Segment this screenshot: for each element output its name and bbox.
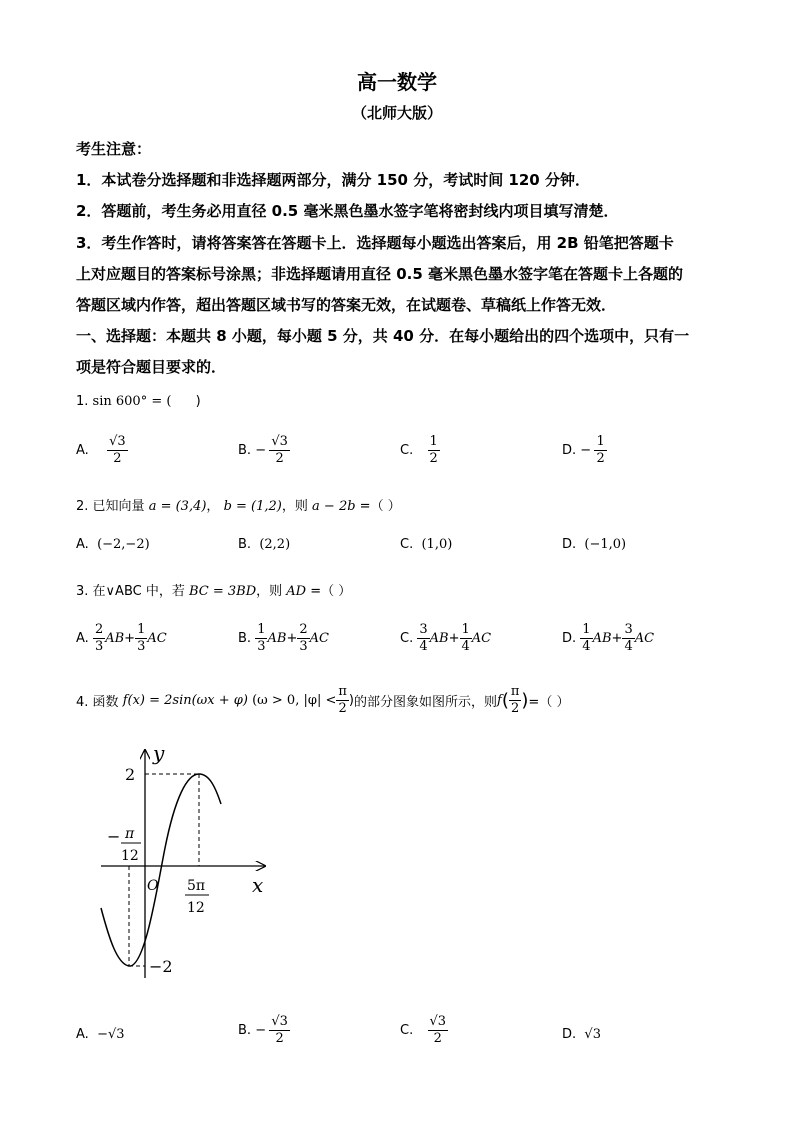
option-fraction: $\frac{1}{2}$: [596, 434, 605, 466]
option-label: B.: [238, 443, 252, 458]
coef-1: $\frac{1}{3}$: [257, 622, 266, 654]
option-label: D.: [562, 443, 577, 458]
question-4-stem: 4. 函数 f(x) = 2sin(ωx + φ) (ω > 0, |φ| < $\frac{\pi}{2}$ )的部分图象如图所示，则f( $\frac{\pi}{2}$ )=（ ）: [76, 684, 570, 716]
coef-2: $\frac{2}{3}$: [299, 622, 308, 654]
vector-1: AB: [592, 631, 612, 646]
sine-curve: [101, 774, 221, 966]
option-label: B.: [238, 1023, 252, 1038]
q2-option-c[interactable]: [400, 537, 452, 552]
notice-heading: 考生注意：: [76, 140, 152, 158]
option-label: A.: [76, 1027, 89, 1042]
vector-2: AC: [147, 631, 167, 646]
q4-option-a[interactable]: [76, 1027, 125, 1042]
question-4-prefix: 4. 函数: [76, 695, 119, 710]
vector-a-expr: a = (3,4): [148, 499, 207, 514]
q4-option-c[interactable]: [400, 1014, 448, 1047]
section-heading-cont: 项是符合题目要求的．: [76, 358, 227, 376]
notice-item-3-cont2: 答题区域内作答，超出答题区域书写的答案无效，在试题卷、草稿纸上作答无效．: [76, 296, 617, 314]
question-3-prefix: 3. 在∨ABC 中，若: [76, 584, 185, 599]
option-label: A.: [76, 537, 89, 552]
question-2-tail: =（ ）: [355, 499, 401, 514]
option-label: B.: [238, 631, 252, 646]
condition-expr: (ω > 0, |φ| <: [252, 693, 337, 708]
page-title: 高一数学: [357, 70, 437, 94]
notice-item-3-cont: 上对应题目的答案标号涂黑；非选择题请用直径 0.5 毫米黑色墨水签字笔在答题卡上各题的: [76, 265, 684, 283]
option-fraction: $\frac{√3}{2}$: [271, 434, 288, 466]
coef-2: $\frac{1}{3}$: [137, 622, 146, 654]
q3-option-b[interactable]: B. $\frac{1}{3}$ AB+ $\frac{2}{3}$ AC: [238, 622, 329, 654]
notice-item-1: 1．本试卷分选择题和非选择题两部分，满分 150 分，考试时间 120 分钟．: [76, 171, 590, 189]
vector-2: AC: [471, 631, 492, 646]
option-value: √3: [584, 1027, 601, 1042]
question-2-prefix: 2. 已知向量: [76, 499, 145, 514]
condition-close: ): [348, 693, 354, 708]
vector-ad-expr: AD: [286, 584, 307, 599]
question-3-tail: =（ ）: [306, 584, 352, 599]
option-value: (−1,0): [584, 537, 627, 552]
question-2-mid: ，则: [281, 499, 308, 514]
question-3-mid: ，则: [256, 584, 283, 599]
option-fraction: $\frac{√3}{2}$: [429, 1014, 447, 1046]
vector-2: AC: [634, 631, 655, 646]
function-expr: f(x) = 2sin(ωx + φ): [122, 693, 248, 708]
condition-fraction: $\frac{\pi}{2}$: [338, 684, 347, 716]
function-graph: [95, 738, 285, 988]
x-neg-den: 12: [121, 848, 139, 864]
option-sign: −: [255, 1023, 267, 1038]
option-value: (−2,−2): [97, 537, 150, 552]
q2-option-b[interactable]: [238, 537, 290, 552]
coef-2: $\frac{1}{4}$: [461, 622, 470, 654]
question-4-mid: 的部分图象如图所示，则: [353, 695, 497, 710]
question-3-stem: [76, 580, 351, 599]
vector-relation-expr: BC = 3BD: [188, 584, 257, 599]
y-min-label: −2: [149, 957, 173, 976]
x-neg-sign: −: [107, 827, 121, 846]
ask-function: f: [497, 693, 502, 708]
coef-1: $\frac{2}{3}$: [94, 622, 104, 654]
vector-1: AB: [267, 631, 287, 646]
x-pos-den: 12: [187, 900, 205, 916]
q2-option-d[interactable]: [562, 537, 626, 552]
vector-b-expr: b = (1,2): [223, 499, 282, 514]
option-sign: −: [255, 443, 267, 458]
question-1-stem: [76, 394, 201, 409]
q1-option-b[interactable]: [238, 434, 290, 467]
coef-1: $\frac{3}{4}$: [419, 622, 428, 654]
option-label: B.: [238, 537, 252, 552]
x-neg-num: π: [125, 826, 135, 842]
option-fraction: $\frac{√3}{2}$: [109, 434, 126, 466]
notice-item-3: 3．考生作答时，请将答案答在答题卡上．选择题每小题选出答案后，用 2B 铅笔把答题卡: [76, 234, 674, 252]
question-2-stem: [76, 495, 401, 514]
section-heading: 一、选择题：本题共 8 小题，每小题 5 分，共 40 分．在每小题给出的四个选项中，只有一: [76, 327, 690, 345]
vector-2: AC: [309, 631, 329, 646]
origin-label: O: [147, 878, 159, 894]
x-axis-label: x: [252, 873, 264, 897]
vector-1: AB: [105, 631, 125, 646]
q3-option-c[interactable]: C. $\frac{3}{4}$ AB+ $\frac{1}{4}$ AC: [400, 622, 492, 654]
option-fraction: $\frac{√3}{2}$: [271, 1014, 288, 1046]
q1-option-c[interactable]: [400, 434, 440, 467]
question-1-expr: sin 600° = (: [92, 394, 172, 409]
option-label: C.: [400, 1023, 414, 1038]
option-label: D.: [562, 631, 577, 646]
option-label: C.: [400, 443, 414, 458]
option-value: (1,0): [421, 537, 453, 552]
vector-1: AB: [429, 631, 449, 646]
vector-combination-expr: a − 2b: [312, 499, 356, 514]
x-pos-num: 5π: [187, 878, 206, 894]
q3-option-d[interactable]: D. $\frac{1}{4}$ AB+ $\frac{3}{4}$ AC: [562, 622, 655, 654]
option-label: C.: [400, 631, 414, 646]
question-1-paren: ): [195, 394, 201, 409]
option-label: D.: [562, 537, 577, 552]
q1-option-d[interactable]: [562, 434, 607, 467]
q1-option-a[interactable]: [76, 434, 128, 467]
option-label: D.: [562, 1027, 577, 1042]
ask-fraction: $\frac{\pi}{2}$: [510, 684, 520, 716]
q4-option-d[interactable]: [562, 1027, 601, 1042]
option-value: (2,2): [259, 537, 291, 552]
page-subtitle: （北师大版）: [351, 104, 442, 122]
notice-item-2: 2．答题前，考生务必用直径 0.5 毫米黑色墨水签字笔将密封线内项目填写清楚．: [76, 202, 619, 220]
option-sign: −: [580, 443, 592, 458]
q3-option-a[interactable]: A. $\frac{2}{3}$ AB+ $\frac{1}{3}$ AC: [76, 622, 167, 654]
option-label: A.: [76, 631, 89, 646]
q2-option-a[interactable]: [76, 537, 150, 552]
separator: ，: [206, 499, 220, 514]
q4-option-b[interactable]: [238, 1014, 290, 1047]
question-4-tail: =（ ）: [528, 695, 570, 710]
option-value: −√3: [97, 1027, 125, 1042]
y-max-label: 2: [125, 765, 136, 784]
coef-2: $\frac{3}{4}$: [624, 622, 633, 654]
question-number: 1.: [76, 394, 89, 409]
coef-1: $\frac{1}{4}$: [582, 622, 591, 654]
y-axis-label: y: [153, 741, 165, 765]
option-label: A.: [76, 443, 89, 458]
option-fraction: $\frac{1}{2}$: [429, 434, 438, 466]
option-label: C.: [400, 537, 414, 552]
